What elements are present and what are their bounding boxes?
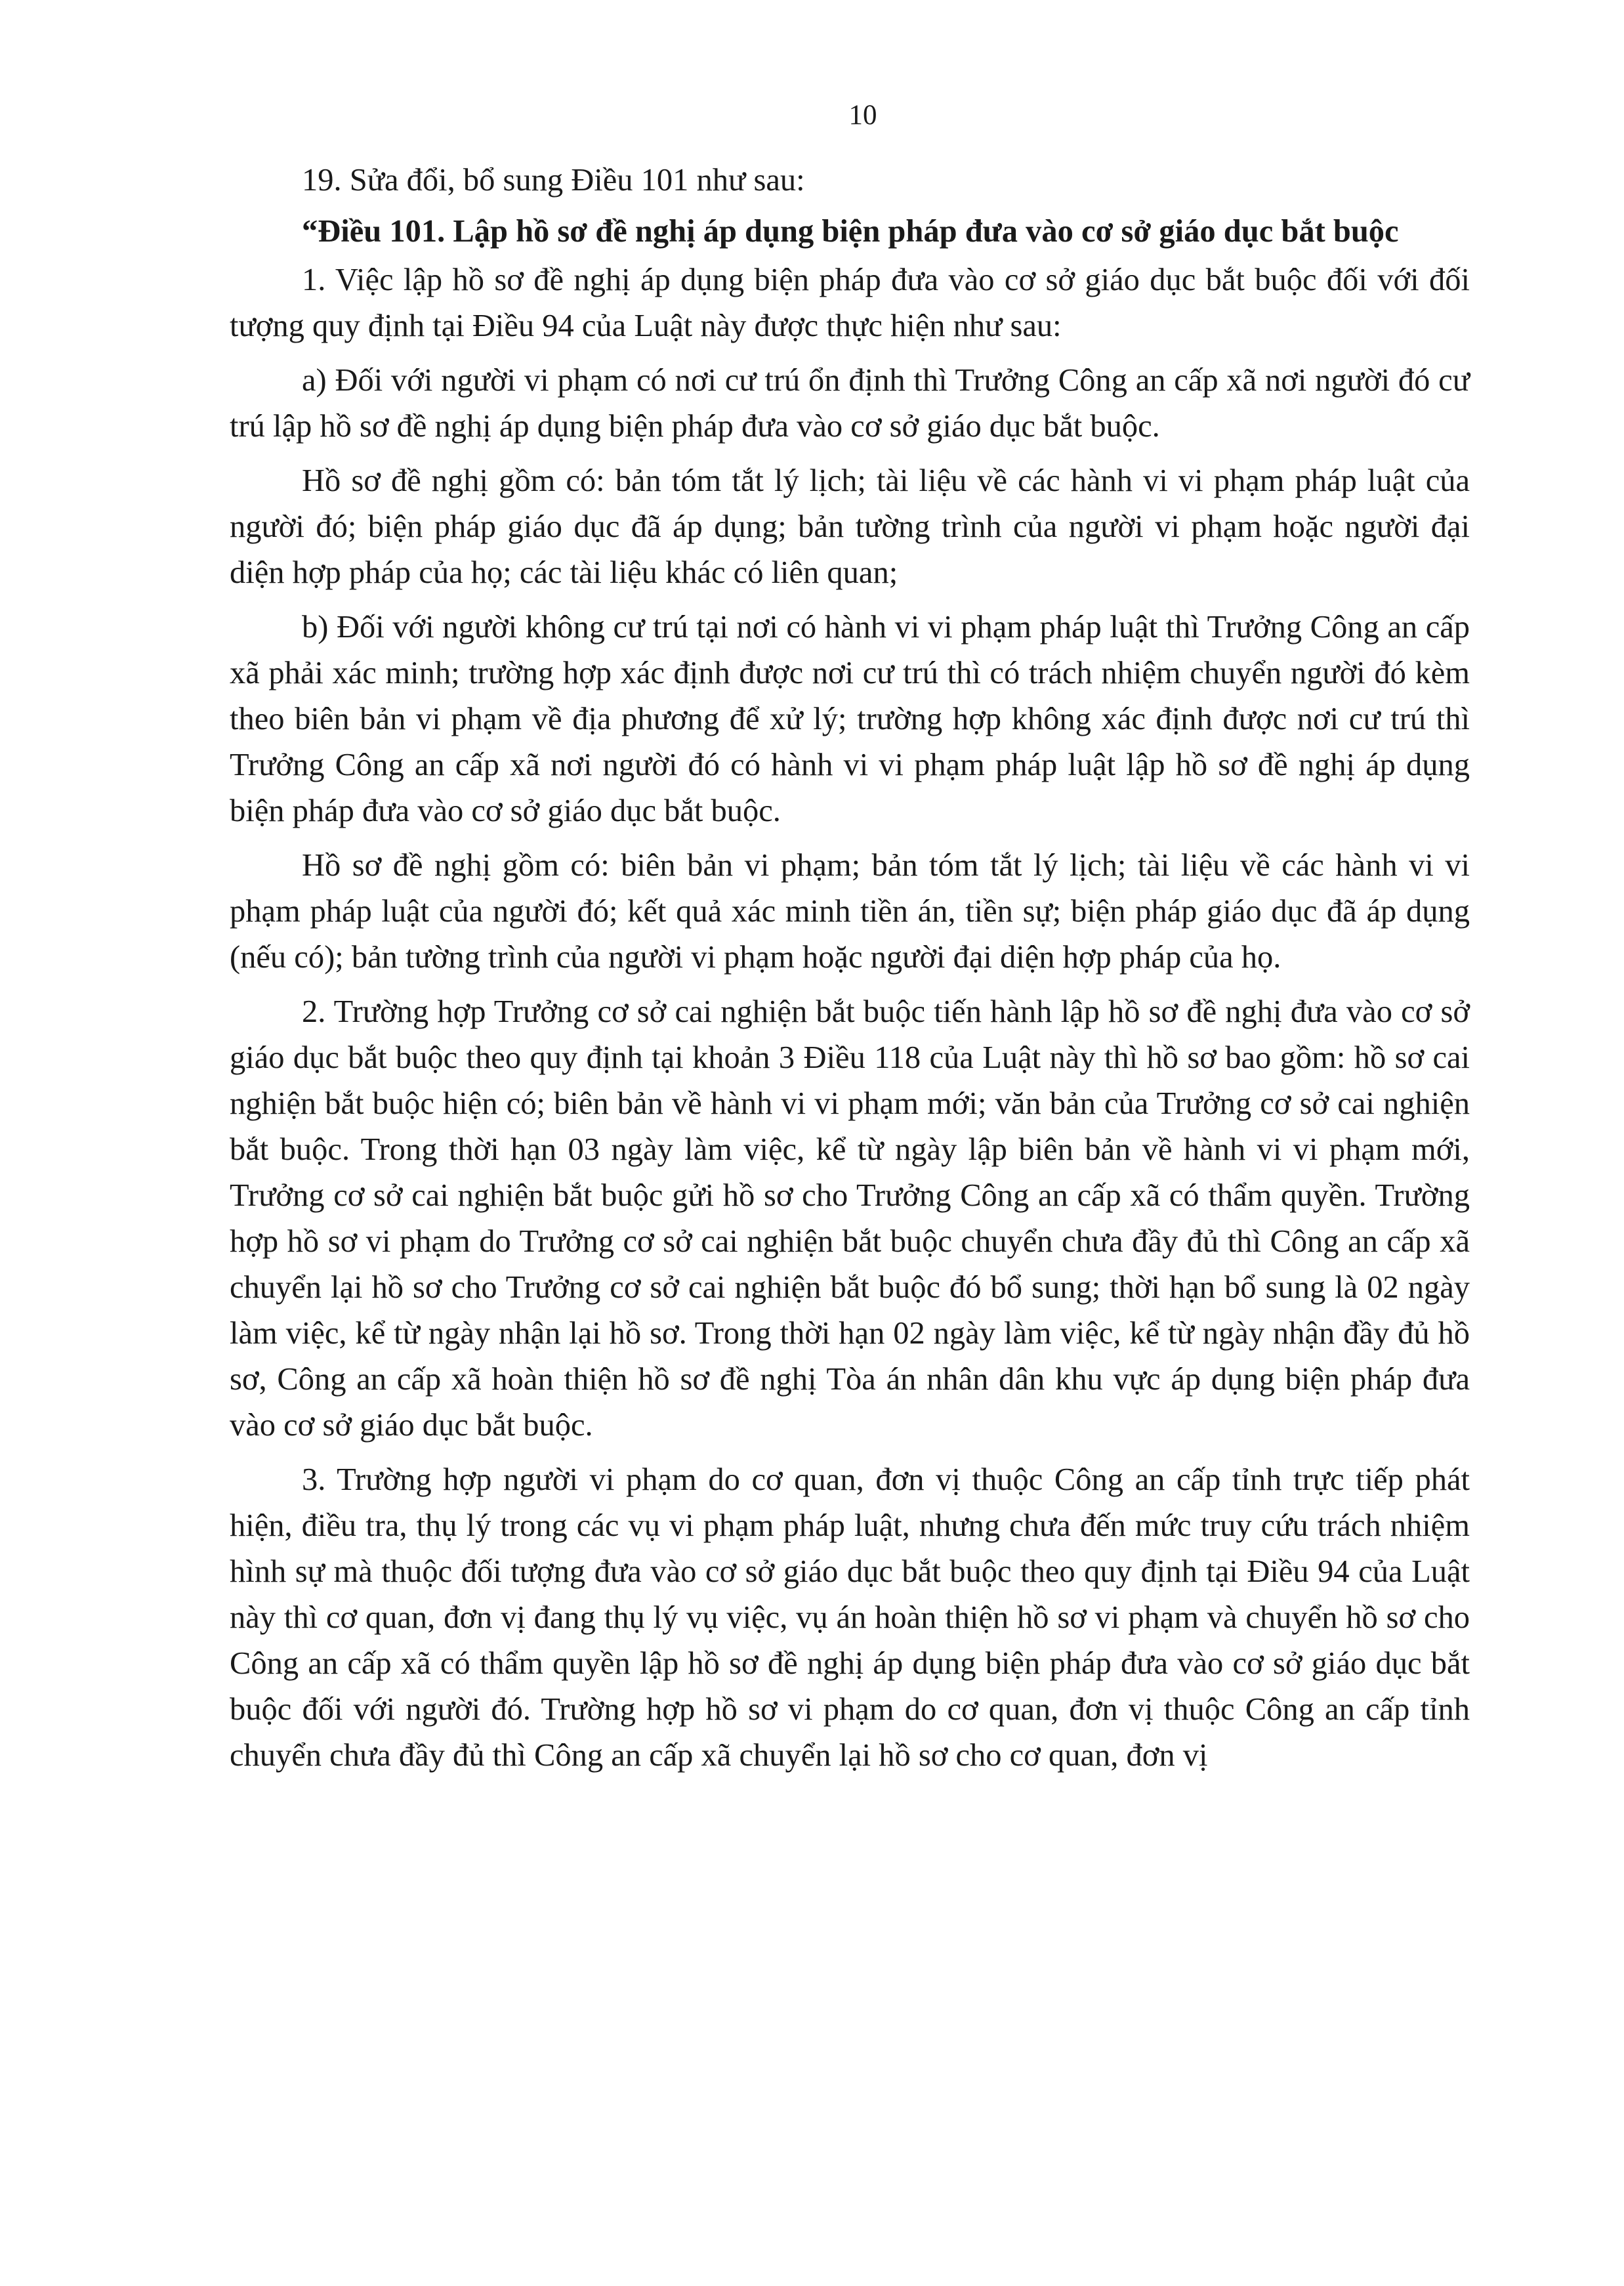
clause-1b: b) Đối với người không cư trú tại nơi có hành vi vi phạm pháp luật thì Trưởng Công an cấp xã phải xác minh; trường hợp xác định được nơi cư trú thì có trách nhiệm chuyển người đó kèm theo biên bản vi phạm về địa phương để xử lý; trường hợp không xác định được nơi cư trú thì Trưởng Công an cấp xã nơi người đó có hành vi vi phạm pháp luật lập hồ sơ đề nghị áp dụng biện pháp đưa vào cơ sở giáo dục bắt buộc. <box>230 609 1470 828</box>
clause-2: 2. Trường hợp Trưởng cơ sở cai nghiện bắt buộc tiến hành lập hồ sơ đề nghị đưa vào cơ sở giáo dục bắt buộc theo quy định tại khoản 3 Điều 118 của Luật này thì hồ sơ bao gồm: hồ sơ cai nghiện bắt buộc hiện có; biên bản về hành vi vi phạm mới; văn bản của Trưởng cơ sở cai nghiện bắt buộc. Trong thời hạn 03 ngày làm việc, kể từ ngày lập biên bản về hành vi vi phạm mới, Trưởng cơ sở cai nghiện bắt buộc gửi hồ sơ cho Trưởng Công an cấp xã có thẩm quyền. Trường hợp hồ sơ vi phạm do Trưởng cơ sở cai nghiện bắt buộc chuyển chưa đầy đủ thì Công an cấp xã chuyển lại hồ sơ cho Trưởng cơ sở cai nghiện bắt buộc đó bổ sung; thời hạn bổ sung là 02 ngày làm việc, kể từ ngày nhận lại hồ sơ. Trong thời hạn 02 ngày làm việc, kể từ ngày nhận đầy đủ hồ sơ, Công an cấp xã hoàn thiện hồ sơ đề nghị Tòa án nhân dân khu vực áp dụng biện pháp đưa vào cơ sở giáo dục bắt buộc. <box>230 994 1470 1443</box>
clause-1a-dossier: Hồ sơ đề nghị gồm có: bản tóm tắt lý lịch; tài liệu về các hành vi vi phạm pháp luật của người đó; biện pháp giáo dục đã áp dụng; bản tường trình của người vi phạm hoặc người đại diện hợp pháp của họ; các tài liệu khác có liên quan; <box>230 463 1470 590</box>
page-number: 10 <box>848 100 877 131</box>
document-page <box>230 98 1470 1787</box>
clause-1a: a) Đối với người vi phạm có nơi cư trú ổn định thì Trưởng Công an cấp xã nơi người đó cư trú lập hồ sơ đề nghị áp dụng biện pháp đưa vào cơ sở giáo dục bắt buộc. <box>230 362 1470 444</box>
clause-1b-dossier: Hồ sơ đề nghị gồm có: biên bản vi phạm; bản tóm tắt lý lịch; tài liệu về các hành vi vi phạm pháp luật của người đó; kết quả xác minh tiền án, tiền sự; biện pháp giáo dục đã áp dụng (nếu có); bản tường trình của người vi phạm hoặc người đại diện hợp pháp của họ. <box>230 847 1470 975</box>
article-heading: “Điều 101. Lập hồ sơ đề nghị áp dụng biện pháp đưa vào cơ sở giáo dục bắt buộc <box>302 213 1399 249</box>
clause-1: 1. Việc lập hồ sơ đề nghị áp dụng biện pháp đưa vào cơ sở giáo dục bắt buộc đối với đối tượng quy định tại Điều 94 của Luật này được thực hiện như sau: <box>230 262 1470 343</box>
amendment-intro: 19. Sửa đổi, bổ sung Điều 101 như sau: <box>302 162 805 198</box>
clause-3: 3. Trường hợp người vi phạm do cơ quan, đơn vị thuộc Công an cấp tỉnh trực tiếp phát hiện, điều tra, thụ lý trong các vụ vi phạm pháp luật, nhưng chưa đến mức truy cứu trách nhiệm hình sự mà thuộc đối tượng đưa vào cơ sở giáo dục bắt buộc theo quy định tại Điều 94 của Luật này thì cơ quan, đơn vị đang thụ lý vụ việc, vụ án hoàn thiện hồ sơ vi phạm và chuyển hồ sơ cho Công an cấp xã có thẩm quyền lập hồ sơ đề nghị áp dụng biện pháp đưa vào cơ sở giáo dục bắt buộc đối với người đó. Trường hợp hồ sơ vi phạm do cơ quan, đơn vị thuộc Công an cấp tỉnh chuyển chưa đầy đủ thì Công an cấp xã chuyển lại hồ sơ cho cơ quan, đơn vị <box>230 1462 1470 1773</box>
